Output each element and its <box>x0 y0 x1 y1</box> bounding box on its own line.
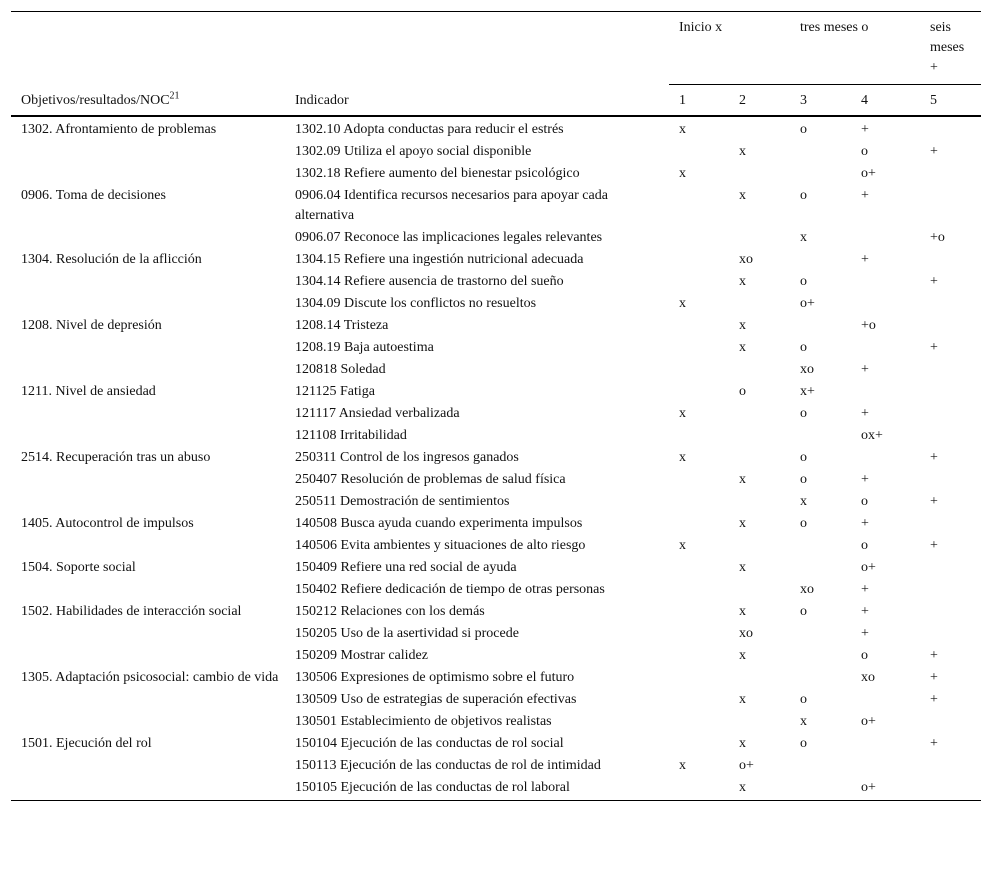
rating-cell-4: o+ <box>861 560 876 575</box>
column-header-scale-2: 2 <box>739 93 746 108</box>
indicator-cell: 1302.18 Refiere aumento del bienestar psicológico <box>295 166 580 181</box>
rating-cell-4 <box>851 228 920 250</box>
rating-cell-5 <box>920 294 981 316</box>
table-row <box>11 580 981 602</box>
objective-cell <box>11 338 285 360</box>
indicator-cell: 140508 Busca ayuda cuando experimenta impulsos <box>295 516 583 531</box>
rating-cell-4: + <box>861 252 869 267</box>
objective-cell: 1305. Adaptación psicosocial: cambio de vida <box>21 670 279 685</box>
table-row <box>11 142 981 164</box>
objective-cell <box>11 492 285 514</box>
rating-cell-3: o <box>800 736 807 751</box>
rating-cell-2 <box>729 404 790 426</box>
rating-cell-1: x <box>679 406 686 421</box>
rating-cell-2: xo <box>739 252 753 267</box>
rating-cell-2: x <box>739 318 746 333</box>
table-row <box>11 338 981 360</box>
rating-cell-5 <box>920 624 981 646</box>
rating-cell-5 <box>920 756 981 778</box>
table-row <box>11 712 981 734</box>
rating-cell-1 <box>669 382 729 404</box>
objective-cell <box>11 404 285 426</box>
rating-cell-4: ox+ <box>861 428 883 443</box>
rating-cell-2: x <box>739 692 746 707</box>
rating-cell-4: o <box>861 144 868 159</box>
table-row <box>11 492 981 514</box>
rating-cell-1 <box>669 690 729 712</box>
rating-cell-3 <box>790 426 851 448</box>
objective-cell <box>11 272 285 294</box>
rating-cell-3: o <box>800 274 807 289</box>
rating-cell-2: x <box>739 144 746 159</box>
rating-cell-1 <box>669 426 729 448</box>
rating-cell-4 <box>851 734 920 756</box>
rating-cell-1 <box>669 778 729 801</box>
rating-cell-1 <box>669 580 729 602</box>
table-row <box>11 272 981 294</box>
rating-cell-2 <box>729 448 790 470</box>
objective-cell: 1211. Nivel de ansiedad <box>21 384 156 399</box>
rating-cell-4: o <box>861 538 868 553</box>
rating-cell-1 <box>669 668 729 690</box>
rating-cell-4 <box>851 448 920 470</box>
table-row <box>11 778 981 801</box>
rating-cell-2 <box>729 294 790 316</box>
rating-cell-1 <box>669 602 729 624</box>
indicator-cell: 121117 Ansiedad verbalizada <box>295 406 460 421</box>
indicator-cell: 130506 Expresiones de optimismo sobre el futuro <box>295 670 575 685</box>
column-header-scale-3: 3 <box>800 93 807 108</box>
objective-cell <box>11 426 285 448</box>
indicator-cell: 130509 Uso de estrategias de superación efectivas <box>295 692 577 707</box>
objective-cell <box>11 712 285 734</box>
indicator-cell: 250407 Resolución de problemas de salud física <box>295 472 566 487</box>
rating-cell-2: x <box>729 778 790 801</box>
rating-cell-2 <box>729 492 790 514</box>
rating-cell-1 <box>669 646 729 668</box>
rating-cell-5 <box>920 558 981 580</box>
rating-cell-2: xo <box>739 626 753 641</box>
rating-cell-4: + <box>861 362 869 377</box>
rating-cell-4 <box>851 756 920 778</box>
rating-cell-3: o <box>800 122 807 137</box>
rating-cell-4 <box>851 338 920 360</box>
objective-cell: 1304. Resolución de la aflicción <box>21 252 202 267</box>
column-header-scale-5: 5 <box>930 93 937 108</box>
rating-cell-2: x <box>739 648 746 663</box>
rating-cell-4: o <box>861 648 868 663</box>
rating-cell-4: o+ <box>851 778 920 801</box>
objective-cell <box>11 580 285 602</box>
rating-cell-5 <box>920 712 981 734</box>
rating-cell-5 <box>920 186 981 228</box>
table-row <box>11 404 981 426</box>
rating-cell-1 <box>669 492 729 514</box>
table-row <box>11 514 981 536</box>
rating-cell-3: xo <box>800 362 814 377</box>
rating-cell-4: + <box>861 516 869 531</box>
indicator-cell: 250511 Demostración de sentimientos <box>295 494 510 509</box>
rating-cell-4: + <box>861 604 869 619</box>
header-column-row <box>11 85 981 117</box>
rating-cell-5: + <box>930 648 938 663</box>
rating-cell-2 <box>729 668 790 690</box>
rating-cell-1 <box>669 186 729 228</box>
rating-cell-1 <box>669 228 729 250</box>
rating-cell-2: x <box>739 274 746 289</box>
objective-cell: 1502. Habilidades de interacción social <box>21 604 242 619</box>
rating-cell-2: x <box>739 560 746 575</box>
rating-cell-1 <box>669 514 729 536</box>
indicator-cell: 121125 Fatiga <box>295 384 375 399</box>
indicator-cell: 121108 Irritabilidad <box>295 428 407 443</box>
rating-cell-5 <box>920 580 981 602</box>
rating-cell-3 <box>790 536 851 558</box>
rating-cell-1 <box>669 142 729 164</box>
rating-cell-5: +o <box>930 230 945 245</box>
table-row <box>11 602 981 624</box>
indicator-cell: 150104 Ejecución de las conductas de rol social <box>295 736 564 751</box>
rating-cell-4: o+ <box>861 166 876 181</box>
rating-cell-1 <box>669 250 729 272</box>
rating-cell-4: o <box>861 494 868 509</box>
rating-cell-5 <box>920 250 981 272</box>
objective-cell: 1208. Nivel de depresión <box>21 318 162 333</box>
rating-cell-2: x <box>739 736 746 751</box>
objective-cell: 1504. Soporte social <box>21 560 136 575</box>
rating-cell-3: o+ <box>800 296 815 311</box>
rating-cell-2 <box>729 536 790 558</box>
rating-cell-3 <box>790 164 851 186</box>
rating-cell-3 <box>790 778 851 801</box>
table-row <box>11 536 981 558</box>
rating-cell-1 <box>669 734 729 756</box>
indicator-cell: 150209 Mostrar calidez <box>295 648 428 663</box>
column-header-scale-4: 4 <box>861 93 868 108</box>
rating-cell-3: x <box>800 230 807 245</box>
rating-cell-2: o <box>739 384 746 399</box>
table-row <box>11 624 981 646</box>
rating-cell-3 <box>790 316 851 338</box>
rating-cell-4: + <box>861 472 869 487</box>
rating-cell-3: o <box>800 604 807 619</box>
rating-cell-5 <box>920 116 981 142</box>
indicator-cell: 140506 Evita ambientes y situaciones de alto riesgo <box>295 538 586 553</box>
objective-cell <box>11 536 285 558</box>
rating-cell-3: o <box>800 406 807 421</box>
rating-cell-1 <box>669 712 729 734</box>
footnote-reference: 21 <box>169 89 180 101</box>
rating-cell-5 <box>920 470 981 492</box>
rating-cell-3 <box>790 558 851 580</box>
rating-cell-5 <box>920 164 981 186</box>
rating-cell-2: x <box>739 472 746 487</box>
indicator-cell: 0906.07 Reconoce las implicaciones legales relevantes <box>295 230 603 245</box>
rating-cell-1: x <box>679 450 686 465</box>
rating-cell-2: o+ <box>739 758 754 773</box>
rating-cell-5 <box>920 602 981 624</box>
table-row <box>11 448 981 470</box>
rating-cell-5 <box>920 404 981 426</box>
rating-cell-3 <box>790 624 851 646</box>
table-row <box>11 250 981 272</box>
objective-cell: 1405. Autocontrol de impulsos <box>21 516 194 531</box>
rating-cell-4: + <box>861 406 869 421</box>
rating-cell-2: x <box>739 604 746 619</box>
indicator-cell: 150212 Relaciones con los demás <box>295 604 485 619</box>
rating-cell-4 <box>851 690 920 712</box>
objective-cell <box>11 778 285 801</box>
indicator-cell: 120818 Soledad <box>295 362 386 377</box>
rating-cell-5: + <box>930 736 938 751</box>
rating-cell-5: + <box>930 274 938 289</box>
objective-cell <box>11 142 285 164</box>
objective-cell <box>11 228 285 250</box>
rating-cell-3: xo <box>800 582 814 597</box>
rating-cell-4: + <box>861 582 869 597</box>
rating-cell-3 <box>790 668 851 690</box>
rating-cell-3: o <box>800 516 807 531</box>
indicator-cell: 150205 Uso de la asertividad si procede <box>295 626 519 641</box>
rating-cell-5: + <box>930 450 938 465</box>
indicator-cell: 150105 Ejecución de las conductas de rol laboral <box>285 778 669 801</box>
rating-cell-3: o <box>800 692 807 707</box>
table-row <box>11 228 981 250</box>
rating-cell-1: x <box>679 758 686 773</box>
objective-cell <box>11 470 285 492</box>
group-label-six-months: seis meses + <box>920 12 981 85</box>
rating-cell-1 <box>669 316 729 338</box>
indicator-cell: 1304.15 Refiere una ingestión nutricional adecuada <box>295 252 584 267</box>
rating-cell-2: x <box>739 340 746 355</box>
rating-cell-5: + <box>930 494 938 509</box>
rating-cell-4: xo <box>861 670 875 685</box>
column-header-objectives: Objetivos/resultados/NOC$^{21}$ <box>21 89 180 108</box>
table-row <box>11 186 981 228</box>
group-label-three-months: tres meses o <box>790 12 920 85</box>
rating-cell-2 <box>729 426 790 448</box>
rating-cell-5: + <box>930 692 938 707</box>
rating-cell-5: + <box>930 144 938 159</box>
table-row <box>11 316 981 338</box>
table-row <box>11 116 981 142</box>
objective-cell <box>11 360 285 382</box>
rating-cell-1 <box>669 558 729 580</box>
indicator-cell: 1302.10 Adopta conductas para reducir el estrés <box>295 122 564 137</box>
rating-cell-1 <box>669 470 729 492</box>
indicator-cell: 0906.04 Identifica recursos necesarios para apoyar cada alternativa <box>295 188 608 223</box>
indicator-cell: 1304.14 Refiere ausencia de trastorno del sueño <box>295 274 564 289</box>
column-header-scale-1: 1 <box>679 93 686 108</box>
column-header-indicator: Indicador <box>295 92 349 108</box>
rating-cell-3 <box>790 646 851 668</box>
indicator-cell: 1302.09 Utiliza el apoyo social disponible <box>295 144 532 159</box>
rating-cell-3 <box>790 142 851 164</box>
rating-cell-4: + <box>861 122 869 137</box>
rating-cell-2 <box>729 116 790 142</box>
indicator-cell: 1208.14 Tristeza <box>295 318 389 333</box>
rating-cell-1 <box>669 624 729 646</box>
rating-cell-1: x <box>679 122 686 137</box>
table-row <box>11 164 981 186</box>
rating-cell-4 <box>851 272 920 294</box>
rating-cell-5 <box>920 360 981 382</box>
rating-cell-4: + <box>861 626 869 641</box>
rating-cell-3: o <box>800 188 807 203</box>
objective-cell <box>11 756 285 778</box>
rating-cell-1: x <box>679 538 686 553</box>
table-header <box>11 12 981 117</box>
rating-cell-3: x <box>800 494 807 509</box>
table-row <box>11 470 981 492</box>
rating-cell-5 <box>920 382 981 404</box>
table-row <box>11 690 981 712</box>
indicator-cell: 150409 Refiere una red social de ayuda <box>295 560 517 575</box>
rating-cell-3: o <box>800 450 807 465</box>
table-body <box>11 116 981 801</box>
rating-cell-5 <box>920 426 981 448</box>
rating-cell-4: o+ <box>861 714 876 729</box>
rating-cell-5 <box>920 778 981 801</box>
rating-cell-3: x+ <box>800 384 815 399</box>
rating-cell-4: +o <box>861 318 876 333</box>
rating-cell-1: x <box>679 296 686 311</box>
rating-cell-5: + <box>930 538 938 553</box>
rating-cell-3 <box>790 250 851 272</box>
objective-cell <box>11 646 285 668</box>
indicator-cell: 150402 Refiere dedicación de tiempo de otras personas <box>295 582 605 597</box>
table-row <box>11 426 981 448</box>
rating-cell-3: o <box>800 472 807 487</box>
rating-cell-4: + <box>861 188 869 203</box>
rating-cell-2: x <box>739 516 746 531</box>
rating-cell-1 <box>669 338 729 360</box>
objective-cell <box>11 690 285 712</box>
objective-cell <box>11 624 285 646</box>
rating-cell-2 <box>729 164 790 186</box>
objective-cell: 0906. Toma de decisiones <box>21 188 166 203</box>
indicator-cell: 1208.19 Baja autoestima <box>295 340 434 355</box>
indicator-cell: 150113 Ejecución de las conductas de rol de intimidad <box>295 758 601 773</box>
table-row <box>11 734 981 756</box>
rating-cell-5 <box>920 316 981 338</box>
objective-cell: 1501. Ejecución del rol <box>21 736 152 751</box>
table-row <box>11 756 981 778</box>
rating-cell-1 <box>669 360 729 382</box>
rating-cell-2 <box>729 712 790 734</box>
rating-cell-5: + <box>930 340 938 355</box>
indicator-cell: 1304.09 Discute los conflictos no resueltos <box>295 296 537 311</box>
rating-cell-3: x <box>800 714 807 729</box>
indicator-cell: 250311 Control de los ingresos ganados <box>295 450 519 465</box>
rating-cell-4 <box>851 382 920 404</box>
objective-cell: 1302. Afrontamiento de problemas <box>21 122 217 137</box>
objective-cell: 2514. Recuperación tras un abuso <box>21 450 211 465</box>
table-row <box>11 558 981 580</box>
rating-cell-1 <box>669 272 729 294</box>
objective-cell <box>11 164 285 186</box>
rating-cell-2 <box>729 228 790 250</box>
rating-cell-5 <box>920 514 981 536</box>
rating-cell-2 <box>729 580 790 602</box>
rating-cell-4 <box>851 294 920 316</box>
rating-cell-5: + <box>930 670 938 685</box>
rating-cell-3 <box>790 756 851 778</box>
table-row <box>11 294 981 316</box>
table-row <box>11 668 981 690</box>
table-row <box>11 646 981 668</box>
nursing-outcomes-table-container <box>11 11 981 801</box>
group-label-start: Inicio x <box>669 12 790 85</box>
rating-cell-3: o <box>800 340 807 355</box>
rating-cell-2: x <box>739 188 746 203</box>
rating-cell-2 <box>729 360 790 382</box>
header-group-row <box>11 12 981 85</box>
table-row <box>11 382 981 404</box>
nursing-outcomes-table <box>11 11 981 801</box>
rating-cell-1: x <box>679 166 686 181</box>
table-row <box>11 360 981 382</box>
indicator-cell: 130501 Establecimiento de objetivos realistas <box>295 714 552 729</box>
objective-cell <box>11 294 285 316</box>
